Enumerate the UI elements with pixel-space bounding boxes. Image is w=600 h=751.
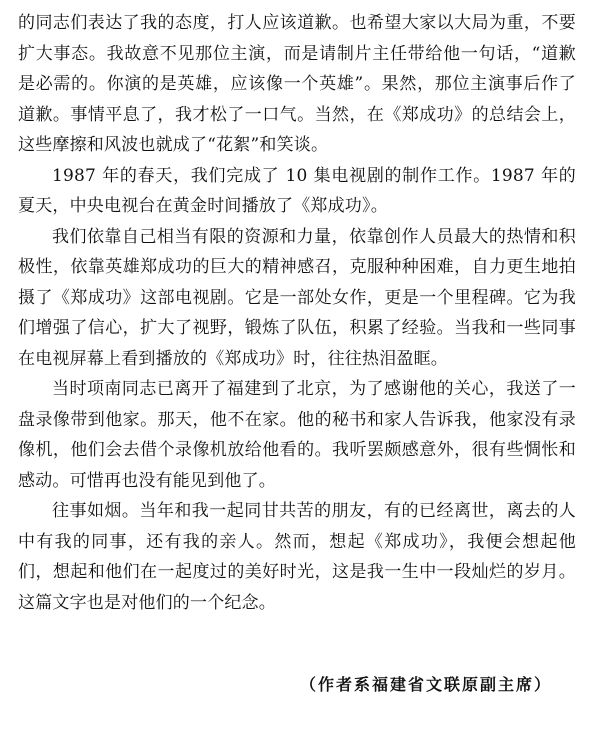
paragraph: 当时项南同志已离开了福建到了北京，为了感谢他的关心，我送了一盘录像带到他家。那天，他不在家。他的秘书和家人告诉我，他家没有录像机，他们会去借个录像机放给他看的。我听罢颇感意外，很有些惆怅和感动。可惜再也没有能见到他了。 <box>18 379 576 491</box>
paragraph: 我们依靠自己相当有限的资源和力量，依靠创作人员最大的热情和积极性，依靠英雄郑成功的巨大的精神感召，克服种种困难，自力更生地拍摄了《郑成功》这部电视剧。它是一部处女作，更是一个里程碑。它为我们增强了信心，扩大了视野，锻炼了队伍，积累了经验。当我和一些同事在电视屏幕上看到播放的《郑成功》时，往往热泪盈眶。 <box>18 226 576 369</box>
paragraph: 1987 年的春天，我们完成了 10 集电视剧的制作工作。1987 年的夏天，中央电视台在黄金时间播放了《郑成功》。 <box>18 165 576 216</box>
paragraph: 往事如烟。当年和我一起同甘共苦的朋友，有的已经离世，离去的人中有我的同事，还有我的亲人。然而，想起《郑成功》，我便会想起他们，想起和他们在一起度过的美好时光，这是我一生中一段灿烂的岁月。这篇文字也是对他们的一个纪念。 <box>18 501 576 613</box>
paragraph-continued: 的同志们表达了我的态度，打人应该道歉。也希望大家以大局为重，不要扩大事态。我故意不见那位主演，而是请制片主任带给他一句话，“道歉是必需的。你演的是英雄，应该像一个英雄”。果然，那位主演事后作了道歉。事情平息了，我才松了一口气。当然，在《郑成功》的总结会上，这些摩擦和风波也就成了“花絮”和笑谈。 <box>18 13 576 155</box>
author-note: （作者系福建省文联原副主席） <box>299 675 552 694</box>
